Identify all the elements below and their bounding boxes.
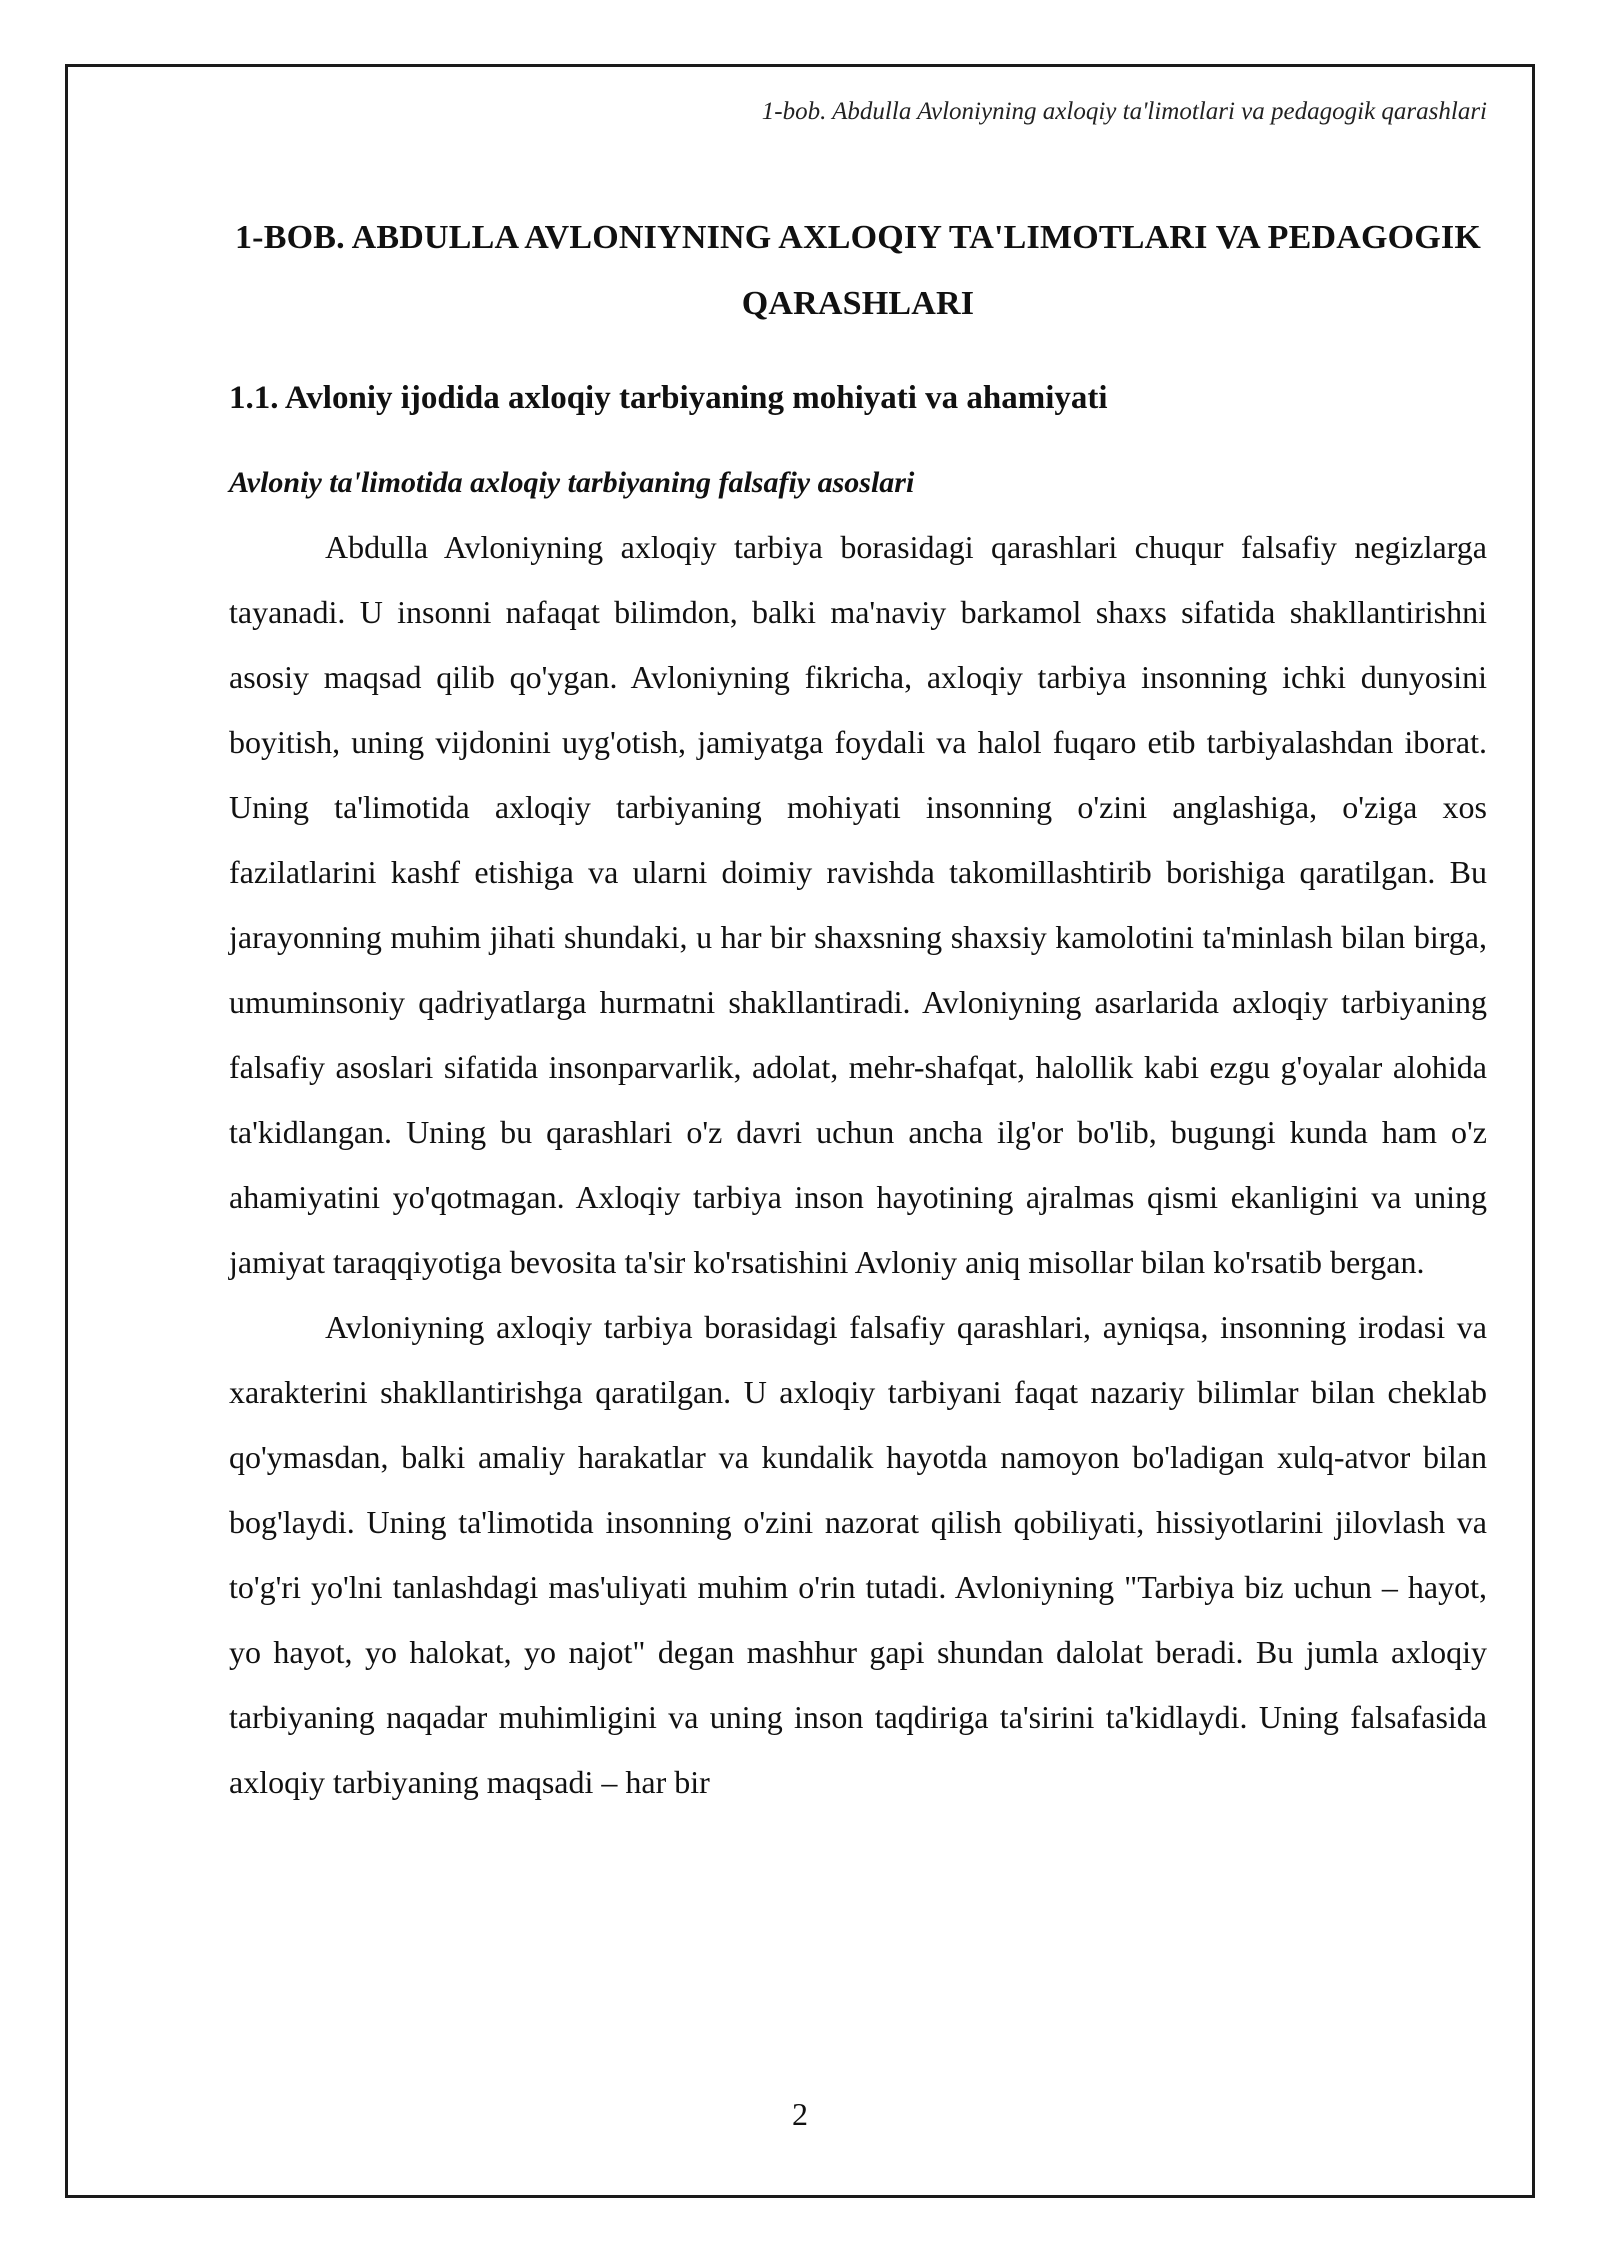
subsection-title: Avloniy ta'limotida axloqiy tarbiyaning falsafiy asoslari: [229, 466, 915, 499]
running-header: 1-bob. Abdulla Avloniyning axloqiy ta'limotlari va pedagogik qarashlari: [761, 98, 1487, 125]
page-content: [229, 205, 1487, 1815]
section-title: 1.1. Avloniy ijodida axloqiy tarbiyaning mohiyati va ahamiyati: [229, 380, 1108, 416]
body-paragraph-1: Abdulla Avloniyning axloqiy tarbiya borasidagi qarashlari chuqur falsafiy negizlarga tayanadi. U insonni nafaqat bilimdon, balki ma'naviy barkamol shaxs sifatida shakllantirishni asosiy maqsad qilib qo'ygan. Avloniyning fikricha, axloqiy tarbiya insonning ichki dunyosini boyitish, uning vijdonini uyg'otish, jamiyatga foydali va halol fuqaro etib tarbiyalashdan iborat. Uning ta'limotida axloqiy tarbiyaning mohiyati insonning o'zini anglashiga, o'ziga xos fazilatlarini kashf etishiga va ularni doimiy ravishda takomillashtirib borishiga qaratilgan. Bu jarayonning muhim jihati shundaki, u har bir shaxsning shaxsiy kamolotini ta'minlash bilan birga, umuminsoniy qadriyatlarga hurmatni shakllantiradi. Avloniyning asarlarida axloqiy tarbiyaning falsafiy asoslari sifatida insonparvarlik, adolat, mehr-shafqat, halollik kabi ezgu g'oyalar alohida ta'kidlangan. Uning bu qarashlari o'z davri uchun ancha ilg'or bo'lib, bugungi kunda ham o'z ahamiyatini yo'qotmagan. Axloqiy tarbiya inson hayotining ajralmas qismi ekanligini va uning jamiyat taraqqiyotiga bevosita ta'sir ko'rsatishini Avloniy aniq misollar bilan ko'rsatib bergan.: [229, 529, 1487, 1280]
page-number: 2: [792, 2096, 808, 2132]
chapter-title: 1-BOB. ABDULLA AVLONIYNING AXLOQIY TA'LIMOTLARI VA PEDAGOGIK QARASHLARI: [234, 219, 1482, 322]
body-paragraph-2: Avloniyning axloqiy tarbiya borasidagi falsafiy qarashlari, ayniqsa, insonning irodasi va xarakterini shakllantirishga qaratilgan. U axloqiy tarbiyani faqat nazariy bilimlar bilan cheklab qo'ymasdan, balki amaliy harakatlar va kundalik hayotda namoyon bo'ladigan xulq-atvor bilan bog'laydi. Uning ta'limotida insonning o'zini nazorat qilish qobiliyati, hissiyotlarini jilovlash va to'g'ri yo'lni tanlashdagi mas'uliyati muhim o'rin tutadi. Avloniyning "Tarbiya biz uchun – hayot, yo hayot, yo halokat, yo najot" degan mashhur gapi shundan dalolat beradi. Bu jumla axloqiy tarbiyaning naqadar muhimligini va uning inson taqdiriga ta'sirini ta'kidlaydi. Uning falsafasida axloqiy tarbiyaning maqsadi – har bir: [229, 1309, 1487, 1800]
